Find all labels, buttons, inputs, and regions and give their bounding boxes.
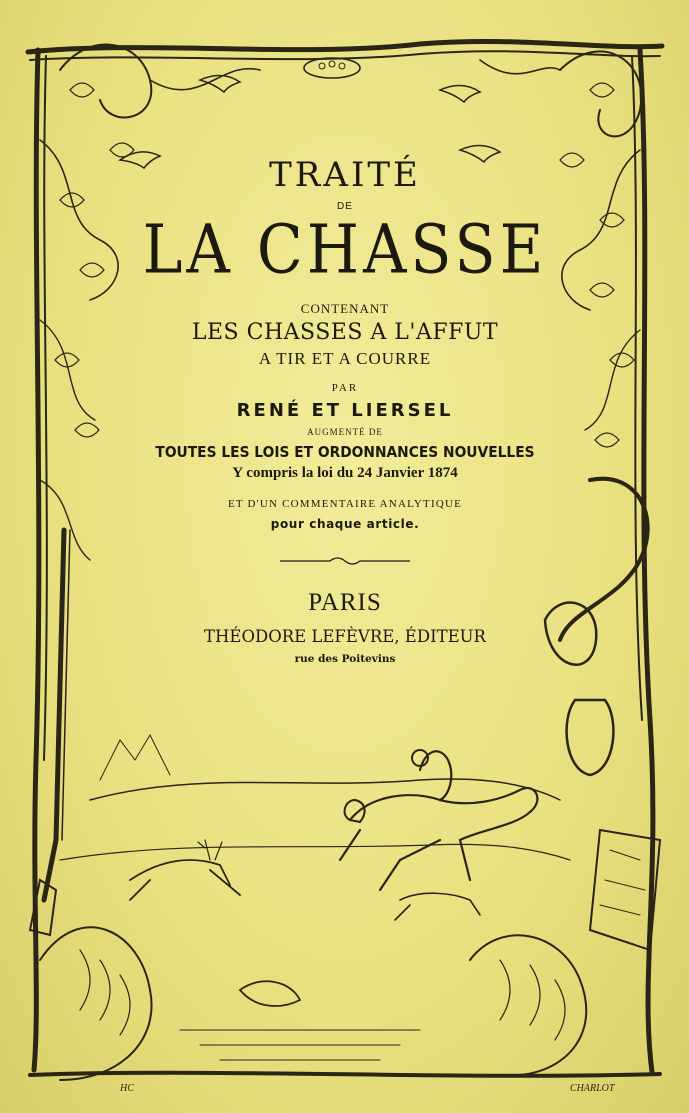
title-main: LA CHASSE: [142, 210, 548, 290]
signature-left: HC: [120, 1083, 134, 1094]
commentary-line: ET D'UN COMMENTAIRE ANALYTIQUE: [227, 498, 463, 510]
par-label: PAR: [331, 382, 359, 394]
laws-line: TOUTES LES LOIS ET ORDONNANCES NOUVELLES: [155, 443, 535, 461]
publisher: THÉODORE LEFÈVRE, ÉDITEUR: [204, 627, 486, 646]
per-article-line: pour chaque article.: [270, 517, 420, 531]
signature-right: CHARLOT: [570, 1083, 615, 1094]
subtitle-line-1: LES CHASSES A L'AFFUT: [191, 320, 499, 345]
title-block: [120, 150, 570, 664]
address: rue des Poitevins: [294, 652, 396, 665]
augmente-label: AUGMENTÉ DE: [307, 427, 383, 437]
law-date-line: Y compris la loi du 24 Janvier 1874: [232, 465, 458, 481]
city: PARIS: [308, 589, 382, 616]
subtitle-line-2: A TIR ET A COURRE: [258, 349, 432, 368]
ornamental-rule: [280, 556, 410, 566]
contenant-label: CONTENANT: [300, 301, 390, 316]
title-top: TRAITÉ: [269, 155, 421, 195]
title-de: DE: [337, 201, 353, 212]
authors: RENÉ ET LIERSEL: [236, 400, 454, 421]
